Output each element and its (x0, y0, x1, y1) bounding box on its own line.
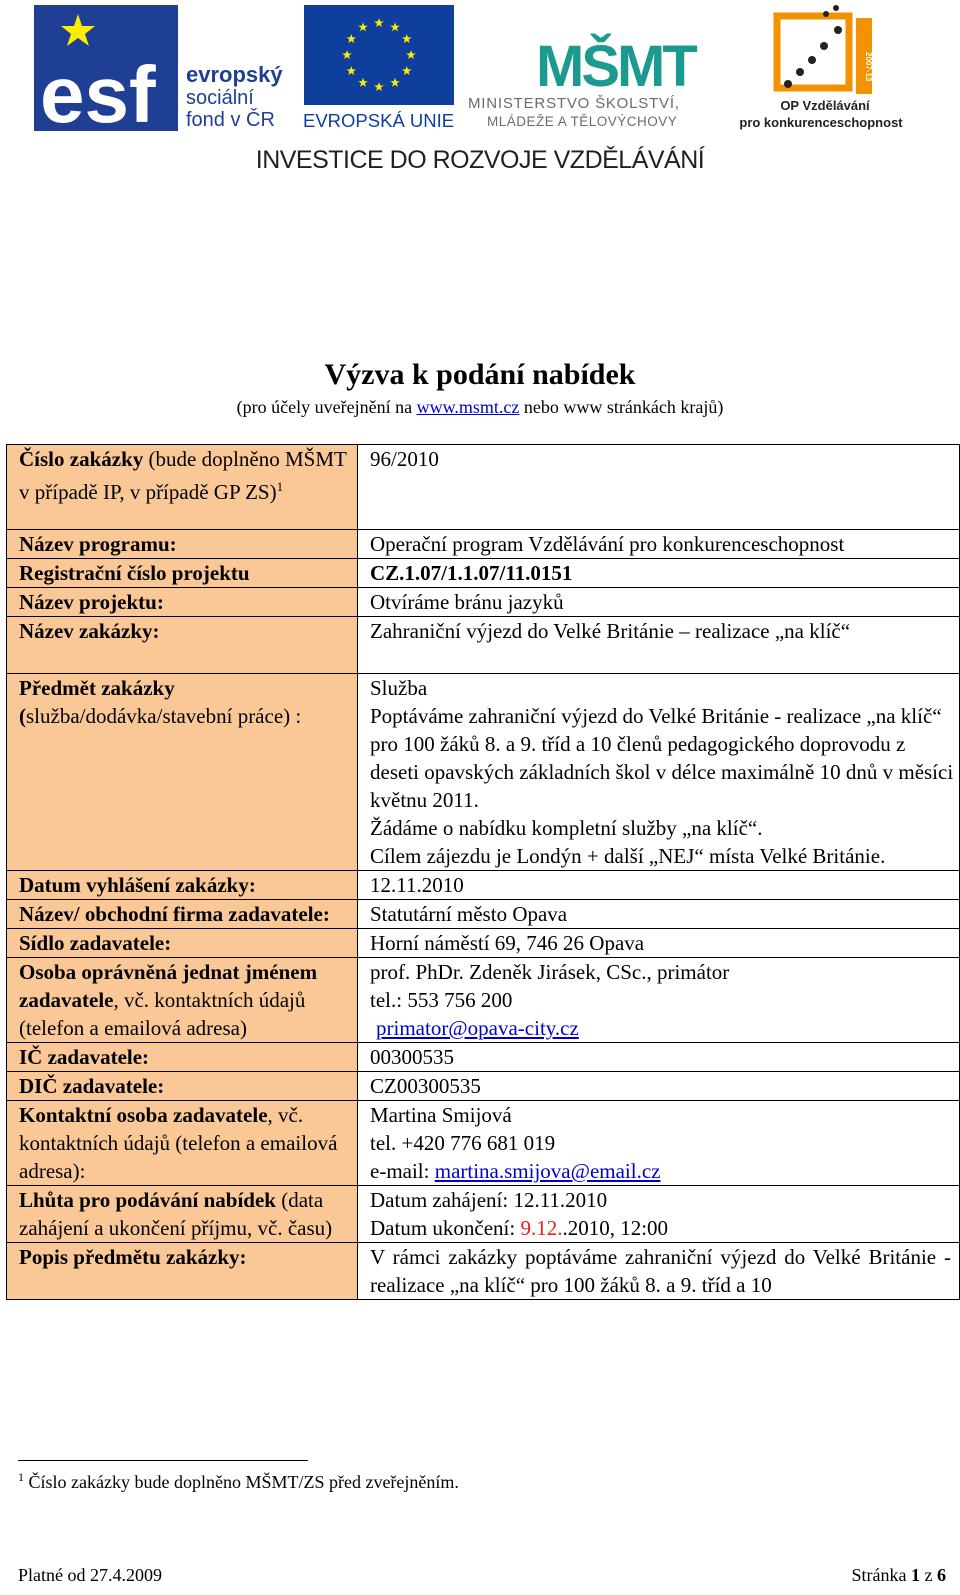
esf-logo (34, 5, 296, 139)
row-sidlo (7, 929, 960, 958)
footnote-text: Číslo zakázky bude doplněno MŠMT/ZS před zveřejněním. (24, 1472, 459, 1492)
footnote-number: 1 (18, 1470, 24, 1484)
row-popis (7, 1243, 960, 1300)
end-suffix: .2010, 12:00 (562, 1216, 669, 1240)
label-registracni: Registrační číslo projektu (7, 559, 358, 588)
value-registracni: CZ.1.07/1.1.07/11.0151 (358, 559, 960, 588)
tagline: INVESTICE DO ROZVOJE VZDĚLÁVÁNÍ (255, 146, 705, 174)
footnote (18, 1470, 459, 1493)
row-zakazka (7, 617, 960, 674)
row-program (7, 530, 960, 559)
value-cislo: 96/2010 (358, 445, 960, 530)
value-datum: 12.11.2010 (358, 871, 960, 900)
row-dic (7, 1072, 960, 1101)
op-text-line-1: OP Vzdělávání (780, 98, 870, 113)
eu-logo-text: EVROPSKÁ UNIE (303, 110, 455, 131)
label-kontakt-rest: , vč. kontaktních údajů (telefon a emailová adresa): (19, 1103, 338, 1183)
footer-page-number (852, 1565, 946, 1586)
label-predmet (7, 674, 358, 871)
label-lhuta-bold: Lhůta pro podávání nabídek (19, 1188, 276, 1212)
msmt-mark: MŠMT (536, 34, 695, 99)
value-predmet-line-3: Žádáme o nabídku kompletní služby „na klíč“. (370, 816, 763, 840)
end-date-red: 9.12. (520, 1216, 563, 1240)
msmt-text-line-1: MINISTERSTVO ŠKOLSTVÍ, (468, 95, 680, 112)
value-sidlo: Horní náměstí 69, 746 26 Opava (358, 929, 960, 958)
op-text-line-2: pro konkurenceschopnost (739, 115, 903, 130)
email-prefix: e-mail: (370, 1159, 435, 1183)
value-kontakt-email (370, 1157, 959, 1185)
label-osoba (7, 958, 358, 1043)
row-cislo (7, 445, 960, 530)
value-program: Operační program Vzdělávání pro konkurenceschopnost (358, 530, 960, 559)
msmt-link[interactable]: www.msmt.cz (416, 397, 520, 417)
msmt-logo (468, 34, 697, 129)
value-projekt: Otvíráme bránu jazyků (358, 588, 960, 617)
value-osoba (358, 958, 960, 1043)
value-predmet-line-1: Služba (370, 676, 428, 700)
page-of: z (920, 1565, 937, 1585)
row-predmet (7, 674, 960, 871)
page-total: 6 (937, 1565, 946, 1585)
label-kontakt (7, 1101, 358, 1186)
value-kontakt-phone: tel. +420 776 681 019 (370, 1131, 556, 1155)
label-predmet-rest: služba/dodávka/stavební práce) : (26, 704, 302, 728)
value-predmet (358, 674, 960, 871)
page-title: Výzva k podání nabídek (324, 358, 636, 391)
value-osoba-name: prof. PhDr. Zdeněk Jirásek, CSc., primátor (370, 960, 730, 984)
value-ic: 00300535 (358, 1043, 960, 1072)
label-sidlo: Sídlo zadavatele: (7, 929, 358, 958)
row-lhuta (7, 1186, 960, 1243)
label-firma: Název/ obchodní firma zadavatele: (7, 900, 358, 929)
label-dic: DIČ zadavatele: (7, 1072, 358, 1101)
label-lhuta-rest: (data zahájení a ukončení příjmu, vč. času) (19, 1188, 333, 1240)
label-osoba-rest: , vč. kontaktních údajů (telefon a emailová adresa) (19, 988, 306, 1040)
label-zakazka: Název zakázky: (7, 617, 358, 674)
row-ic (7, 1043, 960, 1072)
kontakt-email-link[interactable]: martina.smijova@email.cz (434, 1159, 661, 1183)
value-lhuta-start: Datum zahájení: 12.11.2010 (370, 1188, 608, 1212)
value-lhuta-end (370, 1214, 959, 1242)
footnote-ref: 1 (276, 479, 284, 494)
label-program: Název programu: (7, 530, 358, 559)
row-osoba (7, 958, 960, 1043)
page-prefix: Stránka (851, 1565, 911, 1585)
msmt-text-line-2: MLÁDEŽE A TĚLOVÝCHOVY (487, 114, 678, 129)
value-kontakt (358, 1101, 960, 1186)
primator-email-link[interactable]: primator@opava-city.cz (376, 1016, 579, 1040)
page-current: 1 (911, 1565, 920, 1585)
eu-logo (303, 5, 454, 131)
tender-table (6, 444, 960, 1300)
subtitle-after: nebo www stránkách krajů) (519, 397, 724, 417)
value-lhuta (358, 1186, 960, 1243)
label-predmet-bracket: ( (19, 704, 26, 728)
end-prefix: Datum ukončení: (370, 1216, 521, 1240)
esf-text-line-3: fond v ČR (186, 109, 275, 131)
row-projekt (7, 588, 960, 617)
label-datum: Datum vyhlášení zakázky: (7, 871, 358, 900)
esf-mark: esf (40, 50, 156, 139)
row-kontakt (7, 1101, 960, 1186)
label-osoba-bold: Osoba oprávněná jednat jménem zadavatele (19, 960, 318, 1012)
label-ic: IČ zadavatele: (7, 1043, 358, 1072)
label-popis: Popis předmětu zakázky: (7, 1243, 358, 1300)
label-predmet-bold: Předmět zakázky (19, 676, 175, 700)
label-cislo (7, 445, 358, 530)
label-projekt: Název projektu: (7, 588, 358, 617)
value-predmet-line-2: Poptáváme zahraniční výjezd do Velké Británie - realizace „na klíč“ pro 100 žáků 8. a 9. tříd a 10 členů pedagogického doprovodu z deseti opavských základních škol v délce maximálně 10 dnů v měsíci květnu 2011. (370, 704, 954, 812)
op-logo (739, 5, 903, 130)
label-lhuta (7, 1186, 358, 1243)
value-kontakt-name: Martina Smijová (370, 1103, 512, 1127)
row-registracni (7, 559, 960, 588)
value-firma: Statutární město Opava (358, 900, 960, 929)
value-dic: CZ00300535 (358, 1072, 960, 1101)
subtitle (0, 397, 960, 418)
subtitle-before: (pro účely uveřejnění na (236, 397, 417, 417)
value-popis: V rámci zakázky poptáváme zahraniční výjezd do Velké Británie - realizace „na klíč“ pro 100 žáků 8. a 9. tříd a 10 (358, 1243, 960, 1300)
value-osoba-phone: tel.: 553 756 200 (370, 988, 513, 1012)
label-cislo-bold: Číslo zakázky (19, 447, 144, 471)
value-predmet-line-4: Cílem zájezdu je Londýn + další „NEJ“ místa Velké Británie. (370, 844, 886, 868)
label-kontakt-bold: Kontaktní osoba zadavatele (19, 1103, 268, 1127)
op-years: 2007-13 (864, 52, 873, 82)
esf-text-line-1: evropský (186, 62, 283, 87)
footnote-separator (18, 1460, 308, 1461)
label-cislo-rest: (bude doplněno MŠMT v případě IP, v případě GP ZS) (19, 447, 347, 504)
row-datum (7, 871, 960, 900)
esf-text-line-2: sociální (186, 87, 254, 109)
row-firma (7, 900, 960, 929)
value-zakazka: Zahraniční výjezd do Velké Británie – realizace „na klíč“ (358, 617, 960, 674)
footer-valid-from: Platné od 27.4.2009 (18, 1565, 162, 1585)
